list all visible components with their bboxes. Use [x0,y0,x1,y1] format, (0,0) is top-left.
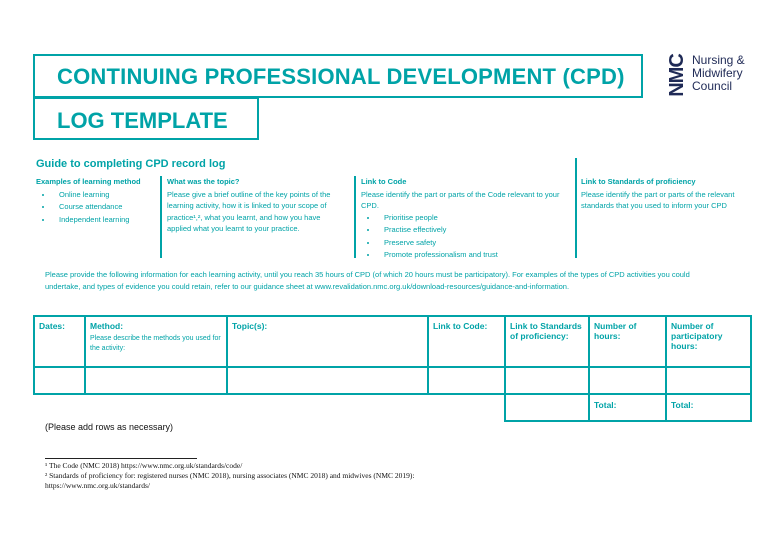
header-method-label: Method: [90,321,124,331]
cell-topics-input[interactable] [227,367,428,394]
blank-cell [34,394,85,421]
page-subtitle: LOG TEMPLATE [57,108,228,133]
total-participatory-label[interactable]: Total: [666,394,751,421]
header-topics: Topic(s): [227,316,428,367]
list-item: • Prioritise people [378,212,566,225]
column-divider [575,158,577,258]
blank-cell [227,394,428,421]
cell-hours-input[interactable] [589,367,666,394]
logo-line: Nursing & [692,53,745,67]
cell-method-input[interactable] [85,367,227,394]
intro-text: Please provide the following information for each learning activity, until you reach 35 hours of CPD (of which 20 hours must be participatory). For examples of the types of CPD activities you could undertake, and types of evidence you could retain, refer to our guidance sheet at www.revalidation.nmc.org.uk/download-resources/guidance-and-information. [45,270,690,291]
guide-column-learning-method [36,176,158,226]
column-text: Please give a brief outline of the key points of the learning activity, how it is linked to your scope of practice¹,², what you learnt, and how you have applied what you learnt to your practice. [167,189,331,233]
guide-heading: Guide to completing CPD record log [36,158,226,170]
column-text: Please identify the part or parts of the Code relevant to your CPD. [361,189,560,210]
list-item: • Course attendance [53,201,158,214]
logo-line: Midwifery [692,66,743,80]
header-link-to-code: Link to Code: [428,316,505,367]
blank-cell [428,394,505,421]
list-item: • Independent learning [53,214,158,227]
title-box-line2 [33,97,259,140]
list-item: • Preserve safety [378,237,566,250]
header-link-to-standards: Link to Standards of proficiency: [505,316,589,367]
guide-column-link-to-standards [581,176,741,212]
blank-cell [85,394,227,421]
cell-link-code-input[interactable] [428,367,505,394]
table-header-row [34,316,751,367]
footnotes [45,461,414,491]
header-participatory-hours: Number of participatory hours: [666,316,751,367]
logo-line: Council [692,79,733,93]
list-item: • Practise effectively [378,224,566,237]
footnote-rule [45,458,197,459]
cell-dates-input[interactable] [34,367,85,394]
column-heading: Link to Code [361,177,407,186]
footnote: ¹ The Code (NMC 2018) https://www.nmc.org.uk/standards/code/ [45,461,243,470]
column-divider [354,176,356,258]
cell-total-spacer [505,394,589,421]
column-heading: Examples of learning method [36,177,141,186]
column-heading: Link to Standards of proficiency [581,177,696,186]
header-dates: Dates: [34,316,85,367]
nmc-logo-text [692,54,745,93]
guide-column-topic [167,176,345,235]
page-title: CONTINUING PROFESSIONAL DEVELOPMENT (CPD) [57,64,625,89]
nmc-logo [665,52,768,98]
footnote: ² Standards of proficiency for: registered nurses (NMC 2018), nursing associates (NMC 2018) and midwives (NMC 2019): [45,471,415,480]
column-divider [160,176,162,258]
list-item: • Promote professionalism and trust [378,249,566,262]
nmc-logo-mark: NMC [665,54,688,97]
total-hours-label[interactable]: Total: [589,394,666,421]
guide-column-link-to-code [361,176,566,262]
code-list [361,212,566,262]
header-method [85,316,227,367]
column-heading: What was the topic? [167,177,240,186]
column-text: Please identify the part or parts of the relevant standards that you used to inform your CPD [581,189,735,210]
header-method-description: Please describe the methods you used for the activity: [90,335,221,352]
title-box-line1 [33,54,643,98]
footnote: https://www.nmc.org.uk/standards/ [45,481,150,490]
table-row [34,367,751,394]
table-total-row [34,394,751,421]
cell-link-standards-input[interactable] [505,367,589,394]
cell-participatory-input[interactable] [666,367,751,394]
add-rows-note: (Please add rows as necessary) [45,422,174,432]
header-number-of-hours: Number of hours: [589,316,666,367]
cpd-log-table [33,315,752,422]
learning-method-list [36,189,158,227]
list-item: • Online learning [53,189,158,202]
